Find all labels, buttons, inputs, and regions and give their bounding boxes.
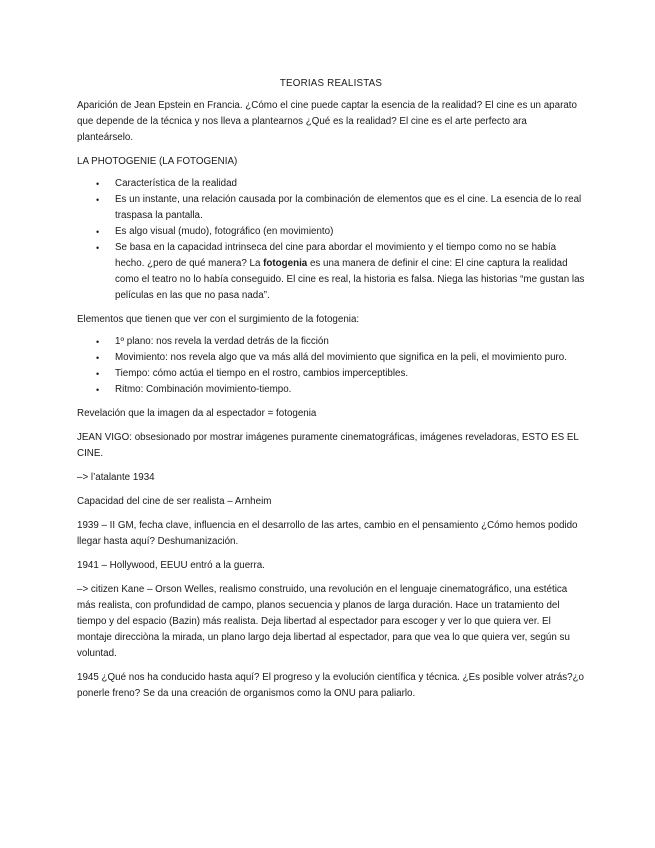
bullet-icon: • xyxy=(96,195,100,205)
year-1945-paragraph: 1945 ¿Qué nos ha conducido hasta aquí? El progreso y la evolución científica y técnica. ¿Es posible volver atrás?¿o ponerle freno? Se da una creación de organismos como la ONU para paliarlo. xyxy=(77,672,585,699)
list-item-text: Movimiento: nos revela algo que va más allá del movimiento que significa en la peli, el movimiento puro. xyxy=(115,352,567,363)
list-item xyxy=(77,192,585,224)
bullet-icon: • xyxy=(96,337,100,347)
vigo-paragraph: JEAN VIGO: obsesionado por mostrar imágenes puramente cinematográficas, imágenes reveladoras, ESTO ES EL CINE. xyxy=(77,432,579,459)
list-item-text: Tiempo: cómo actúa el tiempo en el rostro, cambios imperceptibles. xyxy=(115,368,409,379)
photogenie-list xyxy=(77,176,585,304)
list-item xyxy=(77,382,585,398)
year-1941-paragraph: 1941 – Hollywood, EEUU entró a la guerra. xyxy=(77,560,265,571)
elements-list xyxy=(77,334,585,398)
intro-paragraph: Aparición de Jean Epstein en Francia. ¿Cómo el cine puede captar la esencia de la realidad? El cine es un aparato que depende de la técnica y nos lleva a plantearnos ¿Qué es la realidad? El cine es el arte perfecto ara planteárselo. xyxy=(77,100,577,143)
list-item xyxy=(77,176,585,192)
citizen-kane-paragraph: –> citizen Kane – Orson Welles, realismo construido, una revolución en el lenguaje cinematográfico, una estética más realista, con profundidad de campo, planos secuencia y planos de larga duración. Hace un tratamiento del tiempo y del espacio (Bazin) más realista. Deja libertad al espectador para escoger y ver lo que quiera ver. El montaje direcciòna la mirada, un plano largo deja libertad al espectador, para que vea lo que quiera ver, según su voluntad. xyxy=(77,584,570,659)
revelation-paragraph: Revelación que la imagen da al espectador = fotogenia xyxy=(77,408,317,419)
elements-heading: Elementos que tienen que ver con el surgimiento de la fotogenia: xyxy=(77,314,360,325)
photogenie-heading: LA PHOTOGENIE (LA FOTOGENIA) xyxy=(77,156,238,167)
list-item xyxy=(77,334,585,350)
list-item xyxy=(77,240,585,304)
list-item-text: Es un instante, una relación causada por la combinación de elementos que es el cine. La esencia de lo real traspasa la pantalla. xyxy=(115,194,582,221)
list-item-text-after: es una manera de definir el cine: El cine captura la realidad como el teatro no lo había conseguido. El cine es real, la historia es falsa. Niega las historias “me gustan las películas en las que no pasa nada”. xyxy=(115,258,585,301)
list-item-text: 1º plano: nos revela la verdad detrás de la ficción xyxy=(115,336,329,347)
list-item-text-before: Se basa en la capacidad intrinseca del cine para abordar el movimiento y el tiempo como no se había hecho. ¿pero de qué manera? La xyxy=(115,242,557,269)
list-item-text: Es algo visual (mudo), fotográfico (en movimiento) xyxy=(115,226,334,237)
atalante-paragraph: –> l’atalante 1934 xyxy=(77,472,155,483)
arnheim-paragraph: Capacidad del cine de ser realista – Arnheim xyxy=(77,496,272,507)
year-1939-paragraph: 1939 – II GM, fecha clave, influencia en el desarrollo de las artes, cambio en el pensamiento ¿Cómo hemos podido llegar hasta aquí? Deshumanización. xyxy=(77,520,578,547)
list-item xyxy=(77,224,585,240)
bullet-icon: • xyxy=(96,243,100,253)
bullet-icon: • xyxy=(96,385,100,395)
bullet-icon: • xyxy=(96,227,100,237)
list-item xyxy=(77,350,585,366)
list-item xyxy=(77,366,585,382)
document-page xyxy=(77,76,585,710)
document-title: TEORIAS REALISTAS xyxy=(279,78,383,89)
bullet-icon: • xyxy=(96,353,100,363)
bullet-icon: • xyxy=(96,369,100,379)
bullet-icon: • xyxy=(96,179,100,189)
bold-term: fotogenia xyxy=(263,258,308,269)
list-item-text: Ritmo: Combinación movimiento-tiempo. xyxy=(115,384,292,395)
list-item-text: Característica de la realidad xyxy=(115,178,237,189)
